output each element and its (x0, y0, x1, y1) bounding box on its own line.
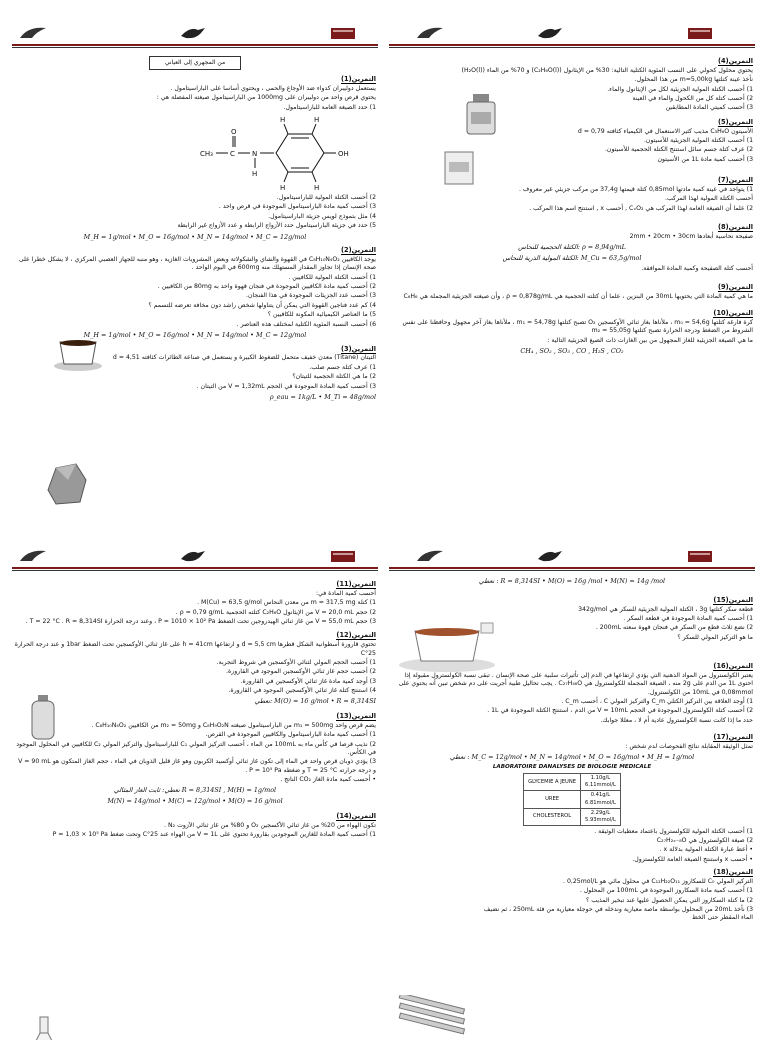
exercise-text: نأخذ عينة كتلتها m=5,00kg من هذا المحلول. (634, 76, 753, 84)
exercise-question: 3) نأخذ 20mL من المحلول بواسطة ماصة معيارية وندخله في حوجلة معيارية من فئة 250mL ، ثم نضيف الماء المقطر حتى الخط (483, 905, 753, 922)
feather-ornament-icon (415, 547, 445, 565)
book-ornament-icon (685, 24, 715, 42)
exercise-title: التمرين(5) (718, 117, 753, 126)
exercise-text: تكون الهواء من 20% من غاز ثنائي الأكسجين O₂ و 80% من غاز ثنائي الآزوت N₂ . (164, 821, 376, 829)
exercise-question: 2) نذيب قرصا في كأس ماء به 100mL من الماء ، أحسب التركيز المولي C₁ للباراسيتامول والتركيز المولي C₂ للكافيين في المحلول الموجود في الكأس. (16, 740, 376, 756)
table-row (524, 791, 621, 808)
exercise-title: التمرين(15) (713, 595, 753, 604)
page-top-right (385, 22, 759, 517)
exercise-text: كرة فارغة كتلتها m₀ = 54,6g ، ملأناها بغاز ثنائي الأوكسجين O₂ تصبح كتلتها m₁ = 54,78g ، ملأناها بغاز آخر مجهول وحافظنا على نفس الشروط من الضغط ودرجة الحرارة تصبح كتلتها m₂ = 55,05g (402, 319, 753, 335)
exercise-text: التيتان (Titane) معدن خفيف متحمل للضغوط الكبيرة و يستعمل في صناعة الطائرات كثافته d = 4,51 (112, 354, 376, 362)
exercise-question: ما هي الصيغة الجزيئية للغاز المجهول من بين الغازات ذات الصيغ الجزيئية التالية : (547, 336, 753, 344)
page-header (8, 22, 382, 52)
exercise-question: 2) علما أن الصيغة العامة لهذا المركب هي CₓO₂ , أحسب x , استنتج اسم هذا المركب . (529, 204, 753, 212)
exercise-question: 1) أحسب الكتلة المولية الجزيئية للأسيتون. (643, 136, 753, 144)
page-header (385, 545, 759, 575)
lab-results-table (523, 773, 621, 825)
exercise-question: 1) أحسب كمية المادة الموجودة في قطعة السكر . (623, 614, 753, 622)
exercise-question: 2) عرف كتلة جسم سائل استنتج الكتلة الحجمية للأسيتون. (604, 146, 753, 154)
atom-label: C (230, 150, 235, 159)
exercise-text: أحسب كمية المادة في: (315, 589, 376, 597)
exercise-question: أحسب كتلة الصفيحة وكمية المادة الموافقة. (641, 264, 753, 272)
solvent-bottle-image (439, 148, 479, 186)
exercise-title: التمرين(12) (336, 631, 376, 640)
exercise-text: تمثل الوثيقة المقابلة نتائج الفحوصات لدم شخص : (625, 742, 753, 750)
exercise-title: التمرين(7) (718, 176, 753, 185)
page-header (385, 22, 759, 52)
exercise-question: 3) حجم V = 55,0 mL من غاز ثنائي الهيدروجين تحت الضغط P = 1010 × 10² Pa ، وعند درجة الحرارة T = 22 °C . R = 8,314SI . (25, 617, 376, 625)
exercise-question: 1) أحسب الحجم المولي لثنائي الأوكسجين في شروط التجربة. (216, 658, 376, 666)
table-cell: 1.10g/L 6.11mmol/L (581, 774, 621, 791)
exercise-question: 1) عرف كتلة جسم صلب. (309, 363, 376, 371)
exercise-question: 5) ما العناصر الكيميائية المكونة للكافيين ؟ (267, 311, 376, 319)
exercise-title: التمرين(8) (718, 222, 753, 231)
bird-ornament-icon (178, 24, 208, 42)
exercise-question: • أعط عبارة الكتلة المولية بدلالة x . (659, 846, 753, 854)
exercise-text: يضم قرص واحد m₁ = 500mg من الباراسيتامول صيغته C₈H₉O₂N و m₂ = 50mg من الكافيين C₈H₁₀N₄O₂ . (91, 721, 376, 729)
exercise-text: يوجد الكافيين C₈H₁₀N₄O₂ في القهوة والشاي والشكولاتة وبعض المشروبات الغازية ، وهو منبه للجهاز العصبي المركزي ، لا يشكل خطرا على صحة الإنسان إذا تجاوز المقدار المستهلك منه 600mg في اليوم الواحد . (18, 256, 376, 272)
exercise-text: التركيز المولي C₀ للسكاروز C₁₂H₂₂O₁₁ في محلول مائي هو 0,25mol/L . (563, 877, 753, 885)
exercise-question: 3) أحسب كمية مادة 1L من الأسيتون (657, 155, 753, 163)
table-cell: UREE (524, 791, 581, 808)
exercise-title: التمرين(9) (718, 282, 753, 291)
formula: CH₄ , SO₂ , SO₃ , CO , H₂S , CO₂ (520, 347, 624, 356)
gas-cylinder-image (24, 693, 68, 741)
atom-label: H (252, 170, 258, 179)
exercise-question: 2) أحسب كتلة كل من الكحول والماء في العينة (632, 94, 753, 102)
exercise-question: 2) أحسب كمية مادة الكافيين الموجودة في فنجان قهوة واحد به 80mg من الكافيين . (157, 283, 376, 291)
exercise-question: 1) أحسب الكتلة المولية للكافيين . (288, 273, 376, 281)
bird-ornament-icon (535, 24, 565, 42)
exercise-question: 3) أحسب عدد الجزيئات الموجودة في هذا الفنجان. (246, 292, 376, 300)
exercise-question: 2) صيغة الكولسترول هي C₂₇H₂ₓ₋₈O (656, 836, 753, 844)
exercise-title: التمرين(10) (713, 309, 753, 318)
exercise-text: قطعة سكر كتلتها 3g ، الكتلة المولية الجزيئية للسكر هي 342g/mol (578, 605, 753, 613)
book-ornament-icon (328, 547, 358, 565)
exercise-text: يحتوي محلول كحولي على النسب المئوية الكتلية التالية: 30% من الإيثانول (C₂H₆O(l)) و 70% من الماء (H₂O(l)) (461, 66, 753, 74)
atom-label: O (231, 128, 237, 137)
exercise-question: 4) كم عدد فناجين القهوة التي يمكن أن يتناولها شخص راشد دون مخافة تعرضه للتسمم ؟ (148, 301, 376, 309)
formula: ρ_eau = 1kg/L • M_Ti = 48g/mol (269, 392, 376, 401)
exercise-question: 3) أحسب كمية المادة الموجودة في الحجم V = 1,32mL من التيتان . (196, 382, 376, 390)
exercise-title: التمرين(1) (341, 75, 376, 84)
atom-label: H (280, 116, 286, 125)
atom-label: H (314, 116, 320, 125)
feather-ornament-icon (18, 547, 48, 565)
formula: M_H = 1g/mol • M_O = 16g/mol • M_N = 14g/mol • M_C = 12g/mol (83, 330, 307, 339)
page-content (391, 52, 753, 515)
exercise-text: الأسيتون C₃H₆O مذيب كثير الاستعمال في الكيمياء كثافته d = 0,79 (577, 127, 753, 135)
exercise-question: 2) أحسب حجم غاز ثنائي الأوكسجين الموجود في القارورة. (226, 668, 376, 676)
page-bottom-right (385, 545, 759, 1040)
feather-ornament-icon (18, 24, 48, 42)
exercise-question: 2) أحسب كتلة الكولسترول الموجودة في الحجم V = 10mL من الدم ، استنتج الكتلة الموجودة في 1L . (487, 707, 753, 715)
exercise-text: ما هي كمية المادة التي يحتويها 30mL من البنزين ، علما أن كتلته الحجمية هي ρ = 0,878g/mL ، وأن صيغته الجزيئية المجملة هي C₆H₆ (403, 292, 753, 300)
exercise-question: 3) أحسب كميتي المادة المطابقين (665, 104, 753, 112)
table-cell: CHOLESTEROL (524, 808, 581, 825)
atom-label: N (252, 150, 258, 159)
sugar-sticks-image (397, 995, 469, 1035)
exercise-question: • أحسب x واستنتج الصيغة العامة للكولسترول. (632, 855, 753, 863)
exercise-question: 1) أحسب كمية مادة السكاروز الموجودة في 100mL من المحلول . (579, 887, 753, 895)
exercise-question: 2) نضع ثلاث قطع من السكر في فنجان قهوة سعته 200mL . (595, 624, 753, 632)
exercise-question: 4) مثل بتموذج لويس جزيئة الباراسيتامول. (268, 212, 376, 220)
table-cell: 0.41g/L 6.81mmol/L (581, 791, 621, 808)
table-cell: GLYCEMIE A JEUNE (524, 774, 581, 791)
exercise-title: التمرين(16) (713, 661, 753, 670)
page-content (391, 575, 753, 1038)
exercise-question: 1) أوجد العلاقة بين التركيز الكتلي C_m والتركيز المولي C ، أحسب C_m . (561, 697, 753, 705)
bird-ornament-icon (535, 547, 565, 565)
table-cell: 2.29g/L 5.93mmol/L (581, 808, 621, 825)
exercise-question: 1) أحسب كمية مادة الباراسيتامول والكافيين الموجودة في القرص. (205, 731, 376, 739)
exercise-text: صفيحة نحاسية أبعادها 2mm • 20cm • 30cm (629, 232, 753, 240)
lab-report-title: LABORATOIRE DANALYSES DE BIOLOGIE MEDICALE (492, 763, 652, 770)
exercise-question: 2) أحسب الكتلة المولية للباراسيتامول. (276, 194, 376, 202)
flask-image (24, 1015, 64, 1040)
formula: نعطي: ثابت الغاز المثالي R = 8,314SI , M(H) = 1g/mol (113, 786, 277, 795)
exercise-question: 3) أوجد كمية مادة غاز ثنائي الأوكسجين في القارورة. (240, 677, 376, 685)
exercise-question: 1) يتواجد في عينة كمية مادتها 0,85mol كتلة قيمتها 37,4g من مركب جزيئي غير معروف . (518, 185, 753, 193)
formula: M_H = 1g/mol • M_O = 16g/mol • M_N = 14g/mol • M_C = 12g/mol (83, 232, 307, 241)
formula: M(N) = 14g/mol • M(C) = 12g/mol • M(O) = 16 g/mol (107, 797, 283, 806)
atom-label: H (314, 184, 320, 193)
exercise-question: 2) ما كتلة السكاروز التي يمكن الحصول عليها عند تبخير المذيب ؟ (586, 896, 753, 904)
tea-cup-image (395, 617, 499, 673)
formula: الكتلة المولية الذرية للنحاس: M_Cu = 63,5g/mol (502, 253, 642, 262)
exercise-title: التمرين(11) (336, 580, 376, 588)
exercise-question: حدد ما إذا كانت نسبة الكولسترول عادية أم لا ، معللا جوابك. (600, 716, 753, 724)
feather-ornament-icon (415, 24, 445, 42)
exercise-text: يعتبر الكولسترول من المواد الدهنية التي يؤدي ارتفاعها في الدم إلى تأثيرات سلبية على صحة الإنسان . تبقى نسبة الكولسترول مقبولة إذا احتوى 1L من الدم على 2g منه ، الصيغة المجملة للكولسترول هي C₂₇H₄₆O . يجب تحاليل طبية أجريت على دم شخص تبين أنه يحتوي على 0,08mmol في 10mL من الكولسترول. (398, 671, 753, 696)
exercise-text: يستعمل دوليبران كدواء ضد الأوجاع والحمى ، ويحتوي أساسا على الباراسيتامول . (170, 84, 376, 92)
titanium-image (42, 460, 90, 508)
atom-label: H (280, 184, 286, 193)
exercise-question: 1) أحسب كمية المادة للغازين الموجودين بقارورة تحتوي على V = 1L من الهواء عند 25°C وتحت ضغط P = 1,03 × 10⁵ Pa (52, 830, 376, 838)
formula: الكتلة الحجمية للنحاس: ρ = 8,94g/mL (518, 243, 626, 252)
formula: نعطي : R = 8,314SI • M(O) = 16g /mol • M(N) = 14g /mol (478, 577, 666, 585)
exercise-question: 1) كتلة m = 317,5 mg من معدن النحاس M(Cu) = 63,5 g/mol . (197, 599, 376, 607)
exercise-title: التمرين(2) (341, 246, 376, 255)
exercise-question: 1) حدد الصيغة العامة للباراسيتامول. (283, 103, 376, 111)
coffee-cup-image (52, 332, 104, 372)
atom-label: OH (338, 150, 349, 159)
exercise-text: تحتوي قارورة أسطوانية الشكل قطرها d = 5,5 cm و ارتفاعها h = 41cm على غاز ثنائي الأوكسجين تحت الضغط 1bar و عند درجة الحرارة 25°C (14, 641, 376, 657)
book-ornament-icon (328, 24, 358, 42)
exercise-title: التمرين(17) (713, 733, 753, 742)
table-row (524, 808, 621, 825)
formula: نعطي : M_C = 12g/mol • M_N = 14g/mol • M_O = 16g/mol • M_H = 1g/mol (449, 753, 695, 762)
exercise-title: التمرين(14) (336, 811, 376, 820)
exercise-title: التمرين(13) (336, 712, 376, 721)
page-header (8, 545, 382, 575)
exercise-question: 3) يؤدي ذوبان قرص واحد في الماء إلى تكون غاز ثنائي أوكسيد الكربون وهو غاز قليل الذوبان في الماء ، حجم الغاز المتكون هو V = 90 mL و درجة حرارته T = 25 °C و ضغطه P = 10⁵ Pa . (18, 758, 376, 774)
exercise-question: 4) استنتج كتلة غاز ثنائي الأوكسجين الموجود في القارورة. (228, 687, 376, 695)
page-content (14, 52, 376, 515)
exercise-question: ما هو التركيز المولي للسكر ؟ (677, 633, 753, 641)
exercise-question: 2) حجم V = 20,0 mL من الإيثانول C₂H₆O كتلته الحجمية ρ = 0,79 g/mL . (175, 608, 376, 616)
table-row (524, 774, 621, 791)
book-ornament-icon (685, 547, 715, 565)
exercise-question: 1) أحسب الكتلة المولية للكولسترول باعتماد معطيات الوثيقة . (594, 827, 753, 835)
paracetamol-structure-diagram (196, 114, 376, 192)
page-top-left (8, 22, 382, 517)
exercise-question: 3) أحسب كمية مادة الباراسيتامول الموجودة في قرص واحد . (218, 203, 376, 211)
exercise-question: 5) حدد في جزيئة الباراسيتامول حدد الأزواج الرابطة و عدد الأزواج غير الرابطة (177, 222, 376, 230)
exercise-question: 1) أحسب الكتلة المولية الجزيئية لكل من الإيثانول والماء. (607, 85, 753, 93)
exercise-text: يحتوي قرص واحد من دوليبران على 1000mg من الباراسيتامول صيغته المفصلة هي : (156, 94, 376, 102)
exercise-question: • أحسب كمية مادة الغاز CO₂ الناتج . (280, 776, 376, 784)
exercise-title: التمرين(4) (718, 57, 753, 65)
exercise-title: التمرين(18) (713, 867, 753, 876)
exercise-question: 6) أحسب النسبة المئوية الكتلية لمختلف هذه العناصر . (236, 320, 376, 328)
exercise-title: التمرين(3) (341, 344, 376, 353)
page-bottom-left (8, 545, 382, 1040)
exercise-question: 2) ما هي الكتلة الحجمية للتيتان؟ (292, 373, 376, 381)
atom-label: CH₃ (200, 150, 213, 159)
page-content (14, 575, 376, 1038)
exercise-question: أحسب الكتلة المولية لهذا المركب. (665, 195, 753, 203)
formula: نعطي: M(O) = 16 g/mol • R = 8,314SI (254, 697, 376, 706)
bottle-image (463, 92, 499, 136)
bird-ornament-icon (178, 547, 208, 565)
unit-title: من المجهري إلى العياني (149, 56, 241, 70)
